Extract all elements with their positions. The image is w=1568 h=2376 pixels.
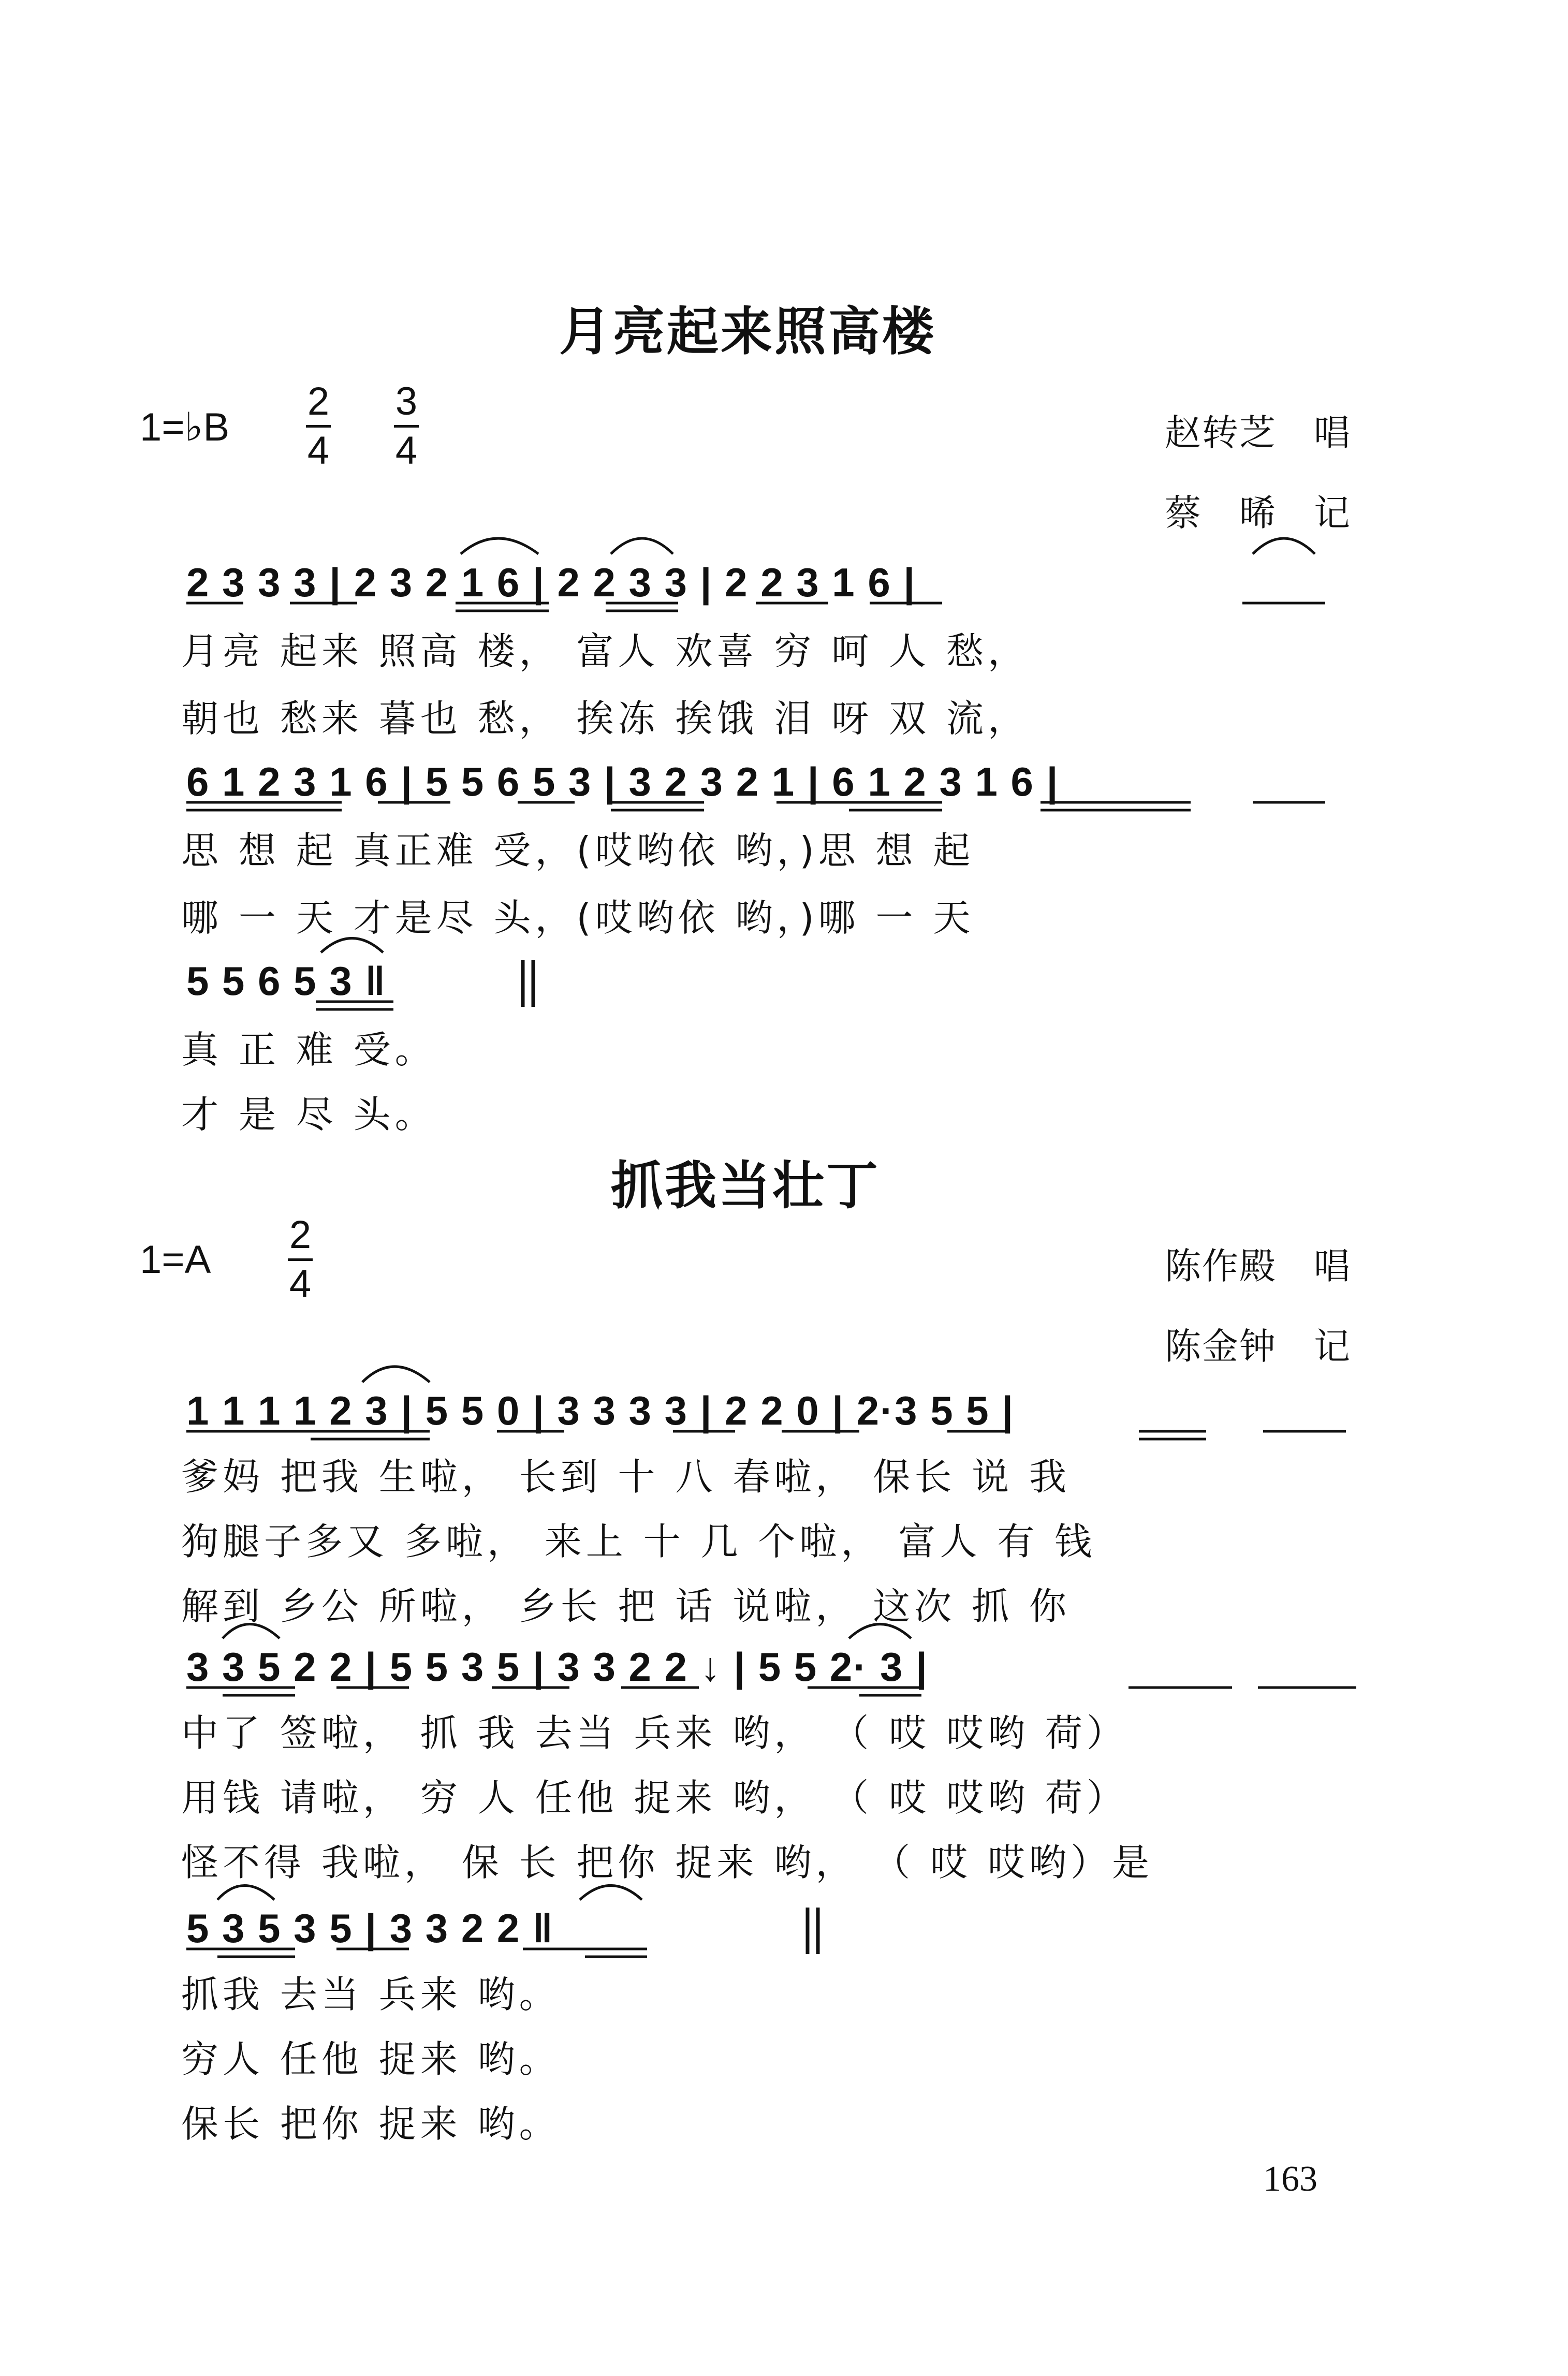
song2-staff2-lyrics2: 用钱 请啦， 穷 人 任他 捉来 哟， （ 哎 哎哟 荷） (181, 1776, 1128, 1820)
slur-mark (321, 938, 383, 953)
time-sig-bottom: 4 (289, 1262, 312, 1306)
song2-staff3-notes: 5 3 5 3 5 | 3 3 2 2 ‖ (186, 1905, 554, 1951)
slur-mark (611, 538, 673, 554)
song2-key: 1=A (140, 1238, 211, 1282)
slur-mark (362, 1367, 430, 1382)
song2-staff1-lyrics3: 解到 乡公 所啦， 乡长 把 话 说啦， 这次 抓 你 (181, 1585, 1071, 1628)
song1-staff2-lyrics1: 思 想 起 真正难 受，(哎哟依 哟，)思 想 起 (181, 829, 975, 872)
time-sig-top: 3 (395, 379, 418, 423)
time-sig-bottom: 4 (307, 429, 330, 473)
song2-staff3-lyrics3: 保长 把你 捉来 哟。 (181, 2102, 561, 2146)
slur-mark (223, 1624, 280, 1639)
time-sig-top: 2 (289, 1213, 312, 1257)
song2-staff1-notes: 1 1 1 1 2 3 | 5 5 0 | 3 3 3 3 | 2 2 0 | 2·3 5 5 | (186, 1388, 1015, 1433)
song1-staff3-lyrics1: 真 正 难 受。 (181, 1028, 436, 1072)
slur-mark (461, 538, 538, 554)
page-number: 163 (1263, 2159, 1317, 2199)
slur-mark (1253, 538, 1315, 554)
song2-singer: 陈作殿 唱 (1165, 1245, 1351, 1287)
song1-staff3-lyrics2: 才 是 尽 头。 (181, 1093, 436, 1136)
song2-title: 抓我当壮丁 (611, 1155, 880, 1216)
song1-title: 月亮起来照高楼 (559, 301, 936, 362)
beam-mark (316, 1002, 393, 1009)
song1-recorder: 蔡 晞 记 (1165, 492, 1351, 534)
song1-staff2-lyrics2: 哪 一 天 才是尽 头，(哎哟依 哟，)哪 一 天 (181, 896, 975, 940)
song1-staff1-lyrics2: 朝也 愁来 暮也 愁， 挨冻 挨饿 泪 呀 双 流， (181, 697, 1029, 740)
barline-mark (523, 960, 533, 1007)
slur-mark (217, 1886, 274, 1900)
slur-mark (580, 1886, 642, 1900)
song1-staff2-notes: 6 1 2 3 1 6 | 5 5 6 5 3 | 3 2 3 2 1 | 6 1 2 3 1 6 | (186, 759, 1059, 804)
song2-staff3-lyrics2: 穷人 任他 捉来 哟。 (181, 2037, 561, 2081)
song2-staff1-lyrics2: 狗腿子多又 多啦， 来上 十 几 个啦， 富人 有 钱 (181, 1520, 1096, 1563)
song2-staff1-lyrics1: 爹妈 把我 生啦， 长到 十 八 春啦， 保长 说 我 (181, 1455, 1071, 1499)
time-sig-bottom: 4 (395, 429, 418, 473)
song1-singer: 赵转芝 唱 (1165, 412, 1351, 454)
time-sig-top: 2 (307, 379, 330, 423)
song1-staff1-notes: 2 3 3 3 | 2 3 2 1 6 | 2 2 3 3 | 2 2 3 1 6 | (186, 560, 916, 605)
song2-recorder: 陈金钟 记 (1165, 1325, 1351, 1368)
barline-mark (808, 1908, 818, 1954)
song1-key: 1=♭B (140, 405, 230, 449)
song2-staff3-lyrics1: 抓我 去当 兵来 哟。 (181, 1973, 561, 2016)
song2-staff2-lyrics3: 怪不得 我啦， 保 长 把你 捉来 哟， （ 哎 哎哟）是 (181, 1841, 1153, 1884)
song1-staff1-lyrics1: 月亮 起来 照高 楼， 富人 欢喜 穷 呵 人 愁， (181, 629, 1029, 673)
song2-staff2-notes: 3 3 5 2 2 | 5 5 3 5 | 3 3 2 2 ↓ | 5 5 2· 3 | (186, 1644, 928, 1690)
song2-staff2-lyrics1: 中了 签啦， 抓 我 去当 兵来 哟， （ 哎 哎哟 荷） (181, 1711, 1128, 1755)
slur-mark (849, 1624, 911, 1639)
song1-staff3-notes: 5 5 6 5 3 ‖ (186, 958, 387, 1004)
